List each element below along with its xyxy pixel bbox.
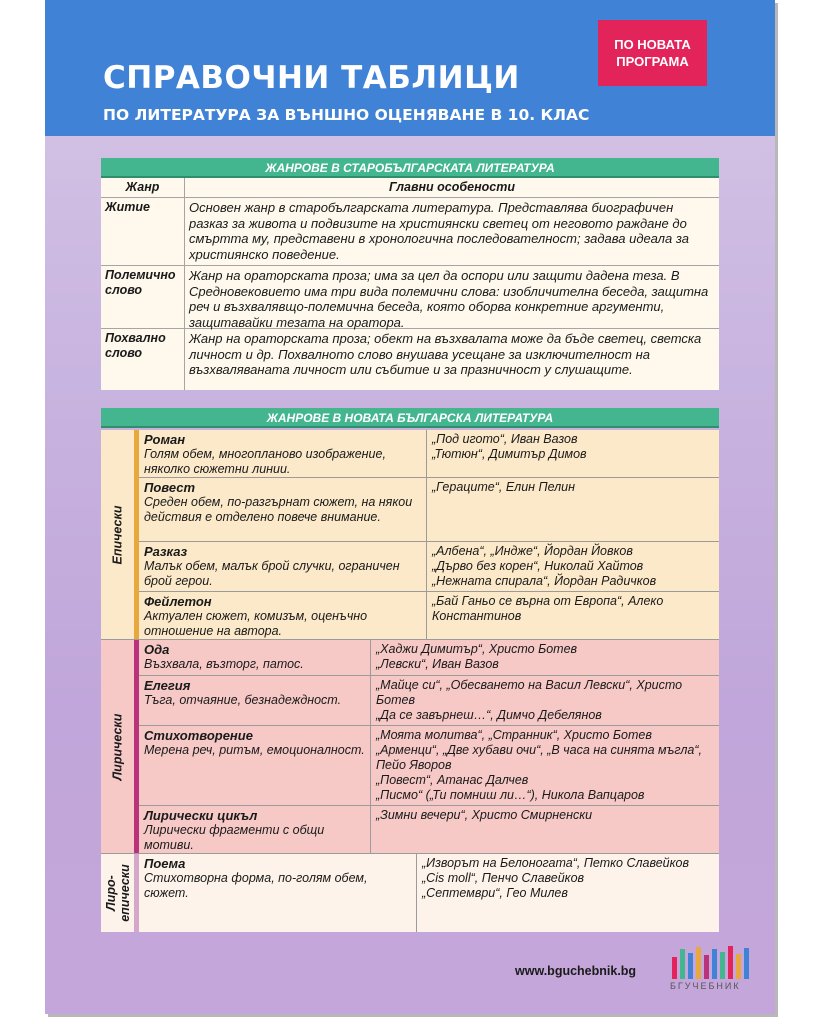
genre-entry xyxy=(139,478,719,542)
features-cell: Жанр на ораторската проза; обект на възхвалата може да бъде светец, светска личност и др. Похвалното слово внушава усещане за изключителност на възхваляваната личност или събитие и за празничност у слушащите. xyxy=(189,331,702,377)
page-subtitle: ПО ЛИТЕРАТУРА ЗА ВЪНШНО ОЦЕНЯВАНЕ В 10. КЛАС xyxy=(103,106,590,124)
works-list: „Под игото“, Иван Вазов „Тютюн“, Димитър Димов xyxy=(432,432,587,461)
works-list: „Майце си“, „Обесването на Васил Левски“, Христо Ботев „Да се завърнеш…“, Димчо Дебелянов xyxy=(376,678,683,722)
works-cell xyxy=(371,676,719,725)
table-row xyxy=(101,198,719,266)
genre-description-cell xyxy=(139,542,427,591)
badge-line-2: ПРОГРАМА xyxy=(616,54,689,69)
features-cell: Жанр на ораторската проза; има за цел да оспори или защити дадена теза. В Средновековието има три вида полемични слова: изобличителна беседа, защитна реч и възхвалявщо-полемична беседа, която оборва конкретние аргументи, защитавайки тезата на оратора. xyxy=(189,268,709,330)
books-logo-icon xyxy=(670,945,762,979)
works-list: „Гераците“, Елин Пелин xyxy=(432,480,576,494)
header-banner xyxy=(45,0,775,136)
genre-entry xyxy=(139,726,719,806)
genre-description-cell xyxy=(139,854,417,932)
logo-text: БГУЧЕБНИК xyxy=(670,981,741,991)
genre-description-cell xyxy=(139,592,427,640)
genre-name: Повест xyxy=(144,480,195,495)
genre-cell: Житие xyxy=(101,198,185,265)
group-label-text: Лирически xyxy=(110,713,125,780)
group-label-text: Епически xyxy=(110,505,125,564)
new-literature-table xyxy=(101,408,719,932)
genre-description-cell xyxy=(139,676,371,725)
works-cell xyxy=(371,640,719,675)
genre-name: Фейлетон xyxy=(144,594,212,609)
genre-name: Поема xyxy=(144,856,186,871)
genre-entry xyxy=(139,430,719,478)
genre-entry xyxy=(139,806,719,854)
genre-cell: Полемично слово xyxy=(101,266,185,328)
group-label xyxy=(101,854,134,932)
works-cell xyxy=(371,726,719,805)
genre-entry xyxy=(139,640,719,676)
genre-name: Лирически цикъл xyxy=(144,808,258,823)
works-cell xyxy=(427,430,719,477)
genre-description-cell xyxy=(139,806,371,854)
epic-group xyxy=(101,430,719,640)
genre-description-cell xyxy=(139,726,371,805)
genre-description: Тъга, отчаяние, безнадеждност. xyxy=(144,693,342,707)
table-row xyxy=(101,329,719,390)
genre-name: Стихотворение xyxy=(144,728,253,743)
genre-name: Ода xyxy=(144,642,170,657)
page-title: СПРАВОЧНИ ТАБЛИЦИ xyxy=(103,60,520,96)
publisher-url[interactable]: www.bguchebnik.bg xyxy=(515,964,637,978)
works-cell xyxy=(427,592,719,640)
genre-description: Малък обем, малък брой случки, ограничен брой герои. xyxy=(144,559,400,588)
genre-description: Стихотворна форма, по-голям обем, сюжет. xyxy=(144,871,368,900)
genre-description-cell xyxy=(139,640,371,675)
works-cell xyxy=(427,478,719,541)
genre-description: Лирически фрагменти с общи мотиви. xyxy=(144,823,325,852)
genre-description-cell xyxy=(139,430,427,477)
genre-entry xyxy=(139,676,719,726)
genre-name: Разказ xyxy=(144,544,188,559)
works-list: „Изворът на Белоногата“, Петко Славейков „Cis moll“, Пенчо Славейков „Септември“, Гео Милев xyxy=(422,856,690,900)
new-program-badge xyxy=(598,20,707,86)
lyric-group xyxy=(101,640,719,854)
works-list: „Хаджи Димитър“, Христо Ботев „Левски“, Иван Вазов xyxy=(376,642,578,671)
old-literature-heading: ЖАНРОВЕ В СТАРОБЪЛГАРСКАТА ЛИТЕРАТУРА xyxy=(101,158,719,178)
genre-description: Голям обем, многопланово изображение, няколко сюжетни линии. xyxy=(144,447,386,476)
new-literature-heading: ЖАНРОВЕ В НОВАТА БЪЛГАРСКА ЛИТЕРАТУРА xyxy=(101,408,719,428)
column-header-features: Главни особености xyxy=(389,180,515,194)
old-literature-table xyxy=(101,158,719,390)
genre-description: Актуален сюжет, комизъм, оценъчно отношение на автора. xyxy=(144,609,368,638)
works-cell xyxy=(371,806,719,854)
reference-sheet xyxy=(45,0,775,1014)
works-cell xyxy=(427,542,719,591)
genre-cell: Похвално слово xyxy=(101,329,185,390)
works-list: „Бай Ганьо се върна от Европа“, Алеко Константинов xyxy=(432,594,664,623)
badge-line-1: ПО НОВАТА xyxy=(614,37,691,52)
genre-entry xyxy=(139,542,719,592)
table-row xyxy=(101,266,719,329)
genre-name: Елегия xyxy=(144,678,191,693)
works-list: „Зимни вечери“, Христо Смирненски xyxy=(376,808,593,822)
genre-description: Възхвала, възторг, патос. xyxy=(144,657,304,671)
lyro-epic-group xyxy=(101,854,719,932)
works-list: „Албена“, „Индже“, Йордан Йовков „Дърво без корен“, Николай Хайтов „Нежната спирала“, Йордан Радичков xyxy=(432,544,657,588)
group-label xyxy=(101,430,134,639)
publisher-logo xyxy=(670,945,762,993)
genre-entry xyxy=(139,592,719,640)
genre-description: Мерена реч, ритъм, емоционалност. xyxy=(144,743,365,757)
group-label xyxy=(101,640,134,853)
features-cell: Основен жанр в старобългарската литература. Представлява биографичен разказ за живота и подвизите на християнски светец от неговото раждане до смъртта му, представени в хронологична последователност; задава идеала за християнско поведение. xyxy=(189,200,689,262)
genre-description: Среден обем, по-разгърнат сюжет, на някои действия е отделено повече внимание. xyxy=(144,495,413,524)
works-list: „Моята молитва“, „Странник“, Христо Ботев „Арменци“, „Две хубави очи“, „В часа на синята мъгла“, Пейо Яворов „Повест“, Атанас Далчев „Писмо“ („Ти помниш ли…“), Никола Вапцаров xyxy=(376,728,703,802)
table-header-row xyxy=(101,178,719,198)
column-header-genre: Жанр xyxy=(101,178,185,197)
works-cell xyxy=(417,854,719,932)
genre-entry xyxy=(139,854,719,932)
group-label-text: Лиро-епически xyxy=(103,864,132,922)
genre-description-cell xyxy=(139,478,427,541)
genre-name: Роман xyxy=(144,432,186,447)
